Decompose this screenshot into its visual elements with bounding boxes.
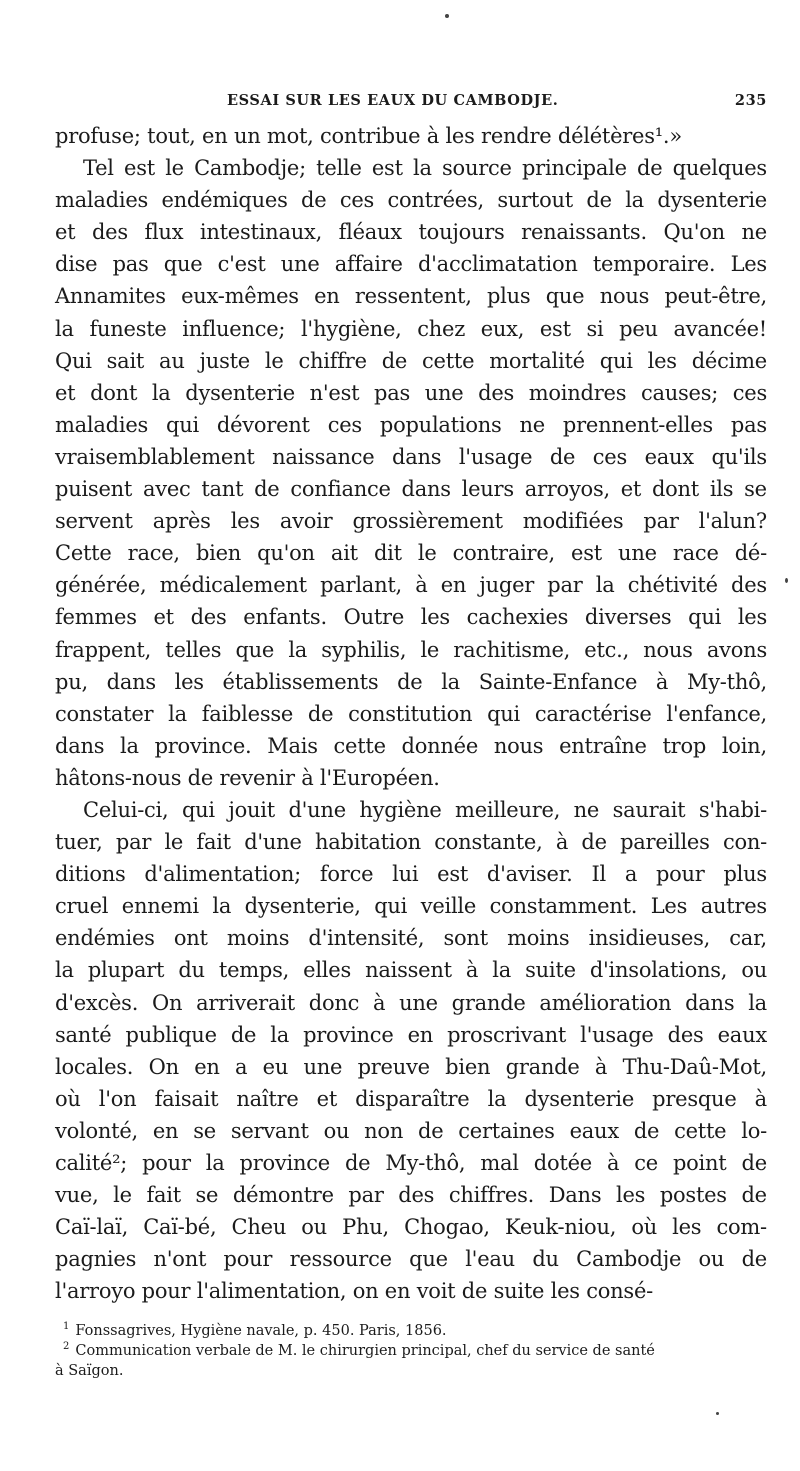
- footnote-2: [55, 1341, 767, 1361]
- text-line: frappent, telles que la syphilis, le rachitisme, etc., nous avons: [55, 637, 767, 662]
- text-line: tuer, par le fait d'une habitation constante, à de pareilles con-: [55, 830, 767, 855]
- page-number: 235: [734, 92, 767, 109]
- footnote-mark: 2: [63, 1341, 70, 1353]
- text-line: l'arroyo pour l'alimentation, on en voit de suite les consé-: [55, 1279, 653, 1304]
- text-line: endémies ont moins d'intensité, sont moins insidieuses, car,: [55, 926, 767, 951]
- text-line: Annamites eux-mêmes en ressentent, plus que nous peut-être,: [55, 284, 767, 309]
- text-line: locales. On en a eu une preuve bien grande à Thu-Daû-Mot,: [55, 1054, 767, 1079]
- footnote-text: Fonssagrives, Hygiène navale, p. 450. Paris, 1856.: [75, 1323, 447, 1339]
- text-line: puisent avec tant de confiance dans leurs arroyos, et dont ils se: [55, 477, 767, 502]
- text-line: ditions d'alimentation; force lui est d'aviser. Il a pour plus: [55, 862, 767, 887]
- text-line: vue, le fait se démontre par des chiffres. Dans les postes de: [55, 1183, 767, 1208]
- body-text: [55, 120, 767, 1307]
- footnote-text: à Saïgon.: [55, 1363, 124, 1379]
- text-line: maladies qui dévorent ces populations ne prennent-elles pas: [55, 412, 767, 437]
- text-line: calité²; pour la province de My-thô, mal dotée à ce point de: [55, 1151, 767, 1175]
- text-line: femmes et des enfants. Outre les cachexies diverses qui les: [55, 605, 767, 630]
- text-line: constater la faiblesse de constitution qui caractérise l'enfance,: [55, 701, 767, 726]
- running-title: ESSAI SUR LES EAUX DU CAMBODJE.: [227, 92, 559, 109]
- text-line: volonté, en se servant ou non de certaines eaux de cette lo-: [55, 1118, 767, 1143]
- text-line: profuse; tout, en un mot, contribue à les rendre délétères¹.»: [55, 124, 682, 148]
- text-line: la plupart du temps, elles naissent à la suite d'insolations, ou: [55, 958, 767, 983]
- text-line: pagnies n'ont pour ressource que l'eau du Cambodje ou de: [55, 1247, 767, 1272]
- print-speck: [785, 578, 788, 583]
- text-line: Caï-laï, Caï-bé, Cheu ou Phu, Chogao, Keuk-niou, où les com-: [55, 1215, 767, 1240]
- text-line: maladies endémiques de ces contrées, surtout de la dysenterie: [55, 188, 767, 213]
- text-line: servent après les avoir grossièrement modifiées par l'alun?: [55, 509, 767, 534]
- text-line: pu, dans les établissements de la Sainte-Enfance à My-thô,: [55, 669, 767, 694]
- text-line: cruel ennemi la dysenterie, qui veille constamment. Les autres: [55, 894, 767, 919]
- text-line: santé publique de la province en proscrivant l'usage des eaux: [55, 1022, 767, 1047]
- footnote-2-continuation: [55, 1361, 767, 1381]
- text-line: générée, médicalement parlant, à en juger par la chétivité des: [55, 573, 767, 598]
- footnote-1: [55, 1321, 767, 1341]
- text-line: et des flux intestinaux, fléaux toujours renaissants. Qu'on ne: [55, 220, 767, 245]
- text-line: d'excès. On arriverait donc à une grande amélioration dans la: [55, 990, 767, 1015]
- text-line: la funeste influence; l'hygiène, chez eux, est si peu avancée!: [55, 316, 767, 341]
- footnotes: [55, 1321, 767, 1381]
- text-line: Cette race, bien qu'on ait dit le contraire, est une race dé-: [55, 541, 767, 566]
- print-speck: [445, 14, 449, 18]
- text-line: dise pas que c'est une affaire d'acclimatation temporaire. Les: [55, 252, 767, 277]
- running-header: [227, 92, 767, 109]
- text-line: et dont la dysenterie n'est pas une des moindres causes; ces: [55, 380, 767, 405]
- text-line: vraisemblablement naissance dans l'usage de ces eaux qu'ils: [55, 444, 767, 469]
- footnote-mark: 1: [63, 1321, 70, 1333]
- print-speck: [716, 1412, 719, 1415]
- text-line: Celui-ci, qui jouit d'une hygiène meilleure, ne saurait s'habi-: [83, 797, 767, 822]
- text-line: où l'on faisait naître et disparaître la dysenterie presque à: [55, 1086, 767, 1111]
- text-line: Qui sait au juste le chiffre de cette mortalité qui les décime: [55, 348, 767, 373]
- text-line: hâtons-nous de revenir à l'Européen.: [55, 765, 440, 790]
- text-line: Tel est le Cambodje; telle est la source principale de quelques: [83, 156, 767, 181]
- text-line: dans la province. Mais cette donnée nous entraîne trop loin,: [55, 733, 767, 758]
- footnote-text: Communication verbale de M. le chirurgien principal, chef du service de santé: [75, 1343, 655, 1359]
